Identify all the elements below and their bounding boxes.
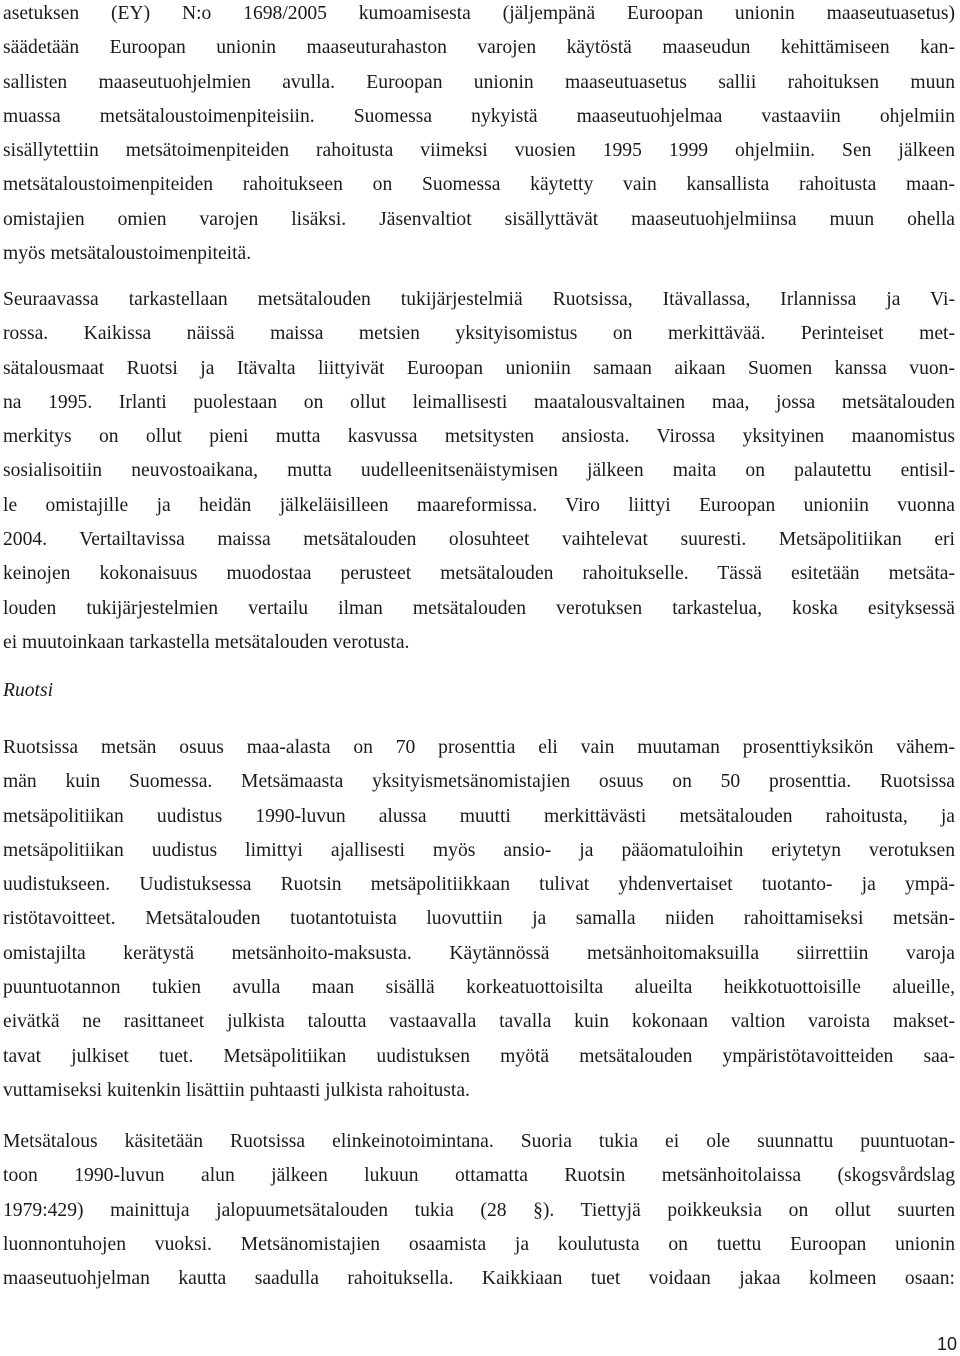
text-line: uudistukseen. Uudistuksessa Ruotsin metsäpolitiikkaan tulivat yhdenvertaiset tuotanto- ja ympä- [3, 874, 955, 896]
text-line: muassa metsätaloustoimenpiteisiin. Suomessa nykyistä maaseutuohjelmaa vastaaviin ohjelmiin [3, 105, 955, 127]
text-line: ristötavoitteet. Metsätalouden tuotantotuista luovuttiin ja samalla niiden rahoittamiseksi metsän- [3, 908, 955, 930]
text-line: myös metsätaloustoimenpiteitä. [3, 243, 252, 265]
section-heading: Ruotsi [3, 680, 54, 701]
text-line: na 1995. Irlanti puolestaan on ollut leimallisesti maatalousvaltainen maa, jossa metsätalouden [3, 391, 955, 413]
text-line: män kuin Suomessa. Metsämaasta yksityismetsänomistajien osuus on 50 prosenttia. Ruotsissa [3, 771, 955, 793]
text-line: säädetään Euroopan unionin maaseuturahaston varojen käytöstä maaseudun kehittämiseen kan- [3, 37, 955, 59]
text-line: omistajilta kerätystä metsänhoito-maksusta. Käytännössä metsänhoitomaksuilla siirrettiin varoja [3, 942, 955, 964]
text-line: sallisten maaseutuohjelmien avulla. Euroopan unionin maaseutuasetus sallii rahoituksen muun [3, 71, 955, 93]
text-line: Ruotsissa metsän osuus maa-alasta on 70 prosenttia eli vain muutaman prosenttiyksikön vähem- [3, 737, 955, 758]
text-line: tavat julkiset tuet. Metsäpolitiikan uudistuksen myötä metsätalouden ympäristötavoitteiden saa- [3, 1045, 955, 1067]
text-line: metsäpolitiikan uudistus limittyi ajallisesti myös ansio- ja pääomatuloihin eriytetyn verotuksen [3, 839, 955, 861]
paragraph-1 [3, 0, 955, 271]
text-line: omistajien omien varojen lisäksi. Jäsenvaltiot sisällyttävät maaseutuohjelmiinsa muun ohella [3, 208, 955, 230]
text-line: metsätaloustoimenpiteiden rahoitukseen on Suomessa käytetty vain kansallista rahoitusta maan- [3, 174, 955, 196]
text-line: sosialisoitiin neuvostoaikana, mutta uudelleenitsenäistymisen jälkeen maita on palautettu entisil- [3, 460, 955, 482]
text-line: sisällytettiin metsätoimenpiteiden rahoitusta viimeksi vuosien 1995 1999 ohjelmiin. Sen jälkeen [3, 140, 955, 162]
text-line: rossa. Kaikissa näissä maissa metsien yksityisomistus on merkittävää. Perinteiset met- [3, 323, 955, 345]
text-line: 2004. Vertailtavissa maissa metsätalouden olosuhteet vaihtelevat suuresti. Metsäpolitiikan eri [3, 529, 955, 551]
text-line: le omistajille ja heidän jälkeläisilleen maareformissa. Viro liittyi Euroopan unioniin vuonna [3, 494, 955, 516]
text-line: metsäpolitiikan uudistus 1990-luvun alussa muutti merkittävästi metsätalouden rahoitusta, ja [3, 805, 955, 827]
text-line: luonnontuhojen vuoksi. Metsänomistajien osaamista ja koulutusta on tuettu Euroopan unionin [3, 1233, 955, 1255]
text-line: Seuraavassa tarkastellaan metsätalouden tukijärjestelmiä Ruotsissa, Itävallassa, Irlannissa ja Vi- [3, 289, 955, 310]
text-line: toon 1990-luvun alun jälkeen lukuun ottamatta Ruotsin metsänhoitolaissa (skogsvårdslag [3, 1165, 955, 1187]
text-line: keinojen kokonaisuus muodostaa perusteet metsätalouden rahoitukselle. Tässä esitetään metsäta- [3, 563, 955, 585]
text-line: 1979:429) mainittuja jalopuumetsätalouden tukia (28 §). Tiettyjä poikkeuksia on ollut suurten [3, 1199, 955, 1221]
section-paragraph-2 [3, 1125, 955, 1296]
text-line: louden tukijärjestelmien vertailu ilman metsätalouden verotuksen tarkastelua, koska esityksessä [3, 597, 955, 619]
text-line: merkitys on ollut pieni mutta kasvussa metsitysten ansiosta. Virossa yksityinen maanomistus [3, 426, 955, 448]
section-paragraph-1 [3, 731, 955, 1108]
text-line: eivätkä ne rasittaneet julkista taloutta vastaavalla tavalla kuin kokonaan valtion varoista makset- [3, 1011, 955, 1033]
text-line: maaseutuohjelman kautta saadulla rahoituksella. Kaikkiaan tuet voidaan jakaa kolmeen osaan: [3, 1268, 955, 1290]
text-line: puuntuotannon tukien avulla maan sisällä korkeatuottoisilta alueilta heikkotuottoisille alueille, [3, 977, 955, 999]
text-line: vuttamiseksi kuitenkin lisättiin puhtaasti julkista rahoitusta. [3, 1079, 470, 1101]
text-line: ei muutoinkaan tarkastella metsätalouden verotusta. [3, 631, 410, 653]
page-number: 10 [936, 1334, 957, 1354]
text-line: Metsätalous käsitetään Ruotsissa elinkeinotoimintana. Suoria tukia ei ole suunnattu puuntuotan- [3, 1131, 955, 1152]
paragraph-2 [3, 283, 955, 660]
text-line: sätalousmaat Ruotsi ja Itävalta liittyivät Euroopan unioniin samaan aikaan Suomen kanssa vuon- [3, 357, 955, 379]
text-line: asetuksen (EY) N:o 1698/2005 kumoamisesta (jäljempänä Euroopan unionin maaseutuasetus) [3, 3, 955, 24]
